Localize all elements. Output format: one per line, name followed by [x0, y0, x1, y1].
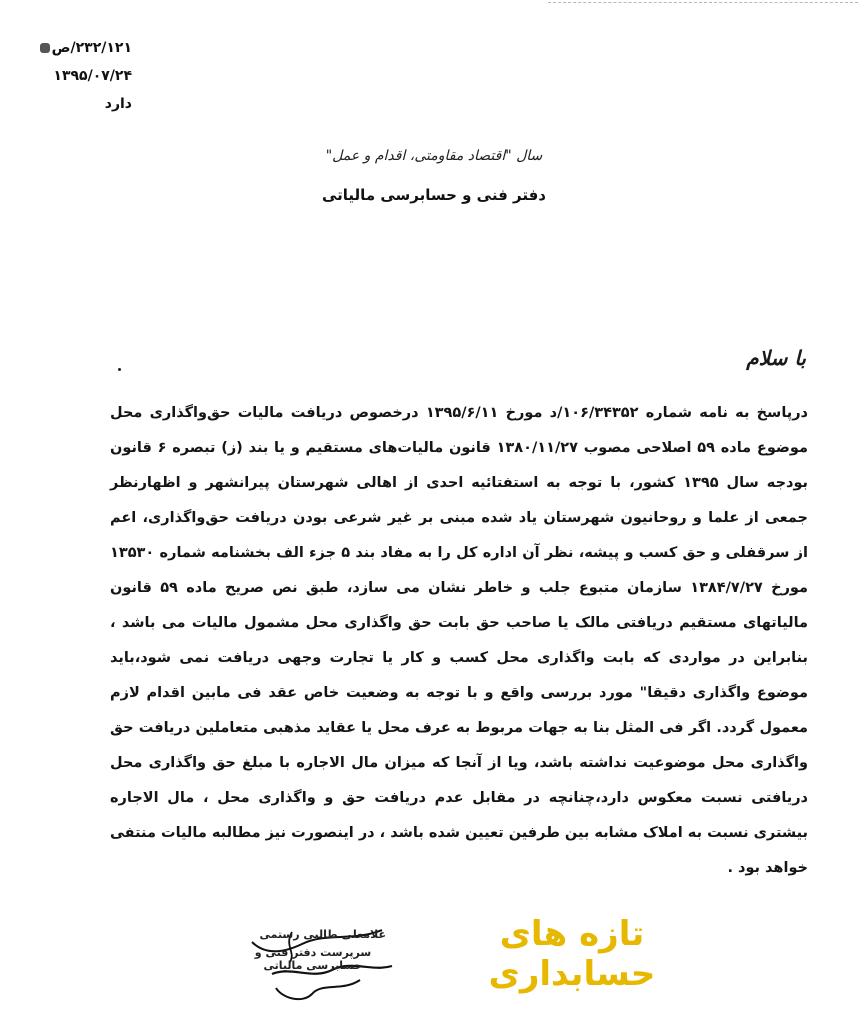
office-title: دفتر فنی و حسابرسی مالیاتی	[321, 186, 547, 204]
signer-title: سرپرست دفتر فنی و حسابرسی مالیاتی	[254, 946, 372, 972]
watermark-text: تازه های حسابداری	[488, 914, 656, 994]
letter-number-text: ۲۳۲/۱۲۱/ص	[51, 40, 132, 56]
top-rule	[548, 2, 858, 4]
stray-dot	[118, 368, 121, 371]
greeting: با سلام	[746, 346, 806, 370]
letter-number	[22, 34, 132, 62]
signature-block	[232, 922, 400, 1022]
letter-meta	[22, 34, 132, 118]
letter-attachment: دارد	[104, 96, 132, 112]
year-slogan: سال "اقتصاد مقاومتی، اقدام و عمل"	[325, 148, 543, 164]
stamp-mark-icon	[40, 43, 50, 53]
letter-body: درپاسخ به نامه شماره ۱۰۶/۳۴۳۵۲/د مورخ ۱۳۹۵/۶/۱۱ درخصوص دریافت مالیات حق‌واگذاری محل موضوع ماده ۵۹ اصلاحی مصوب ۱۳۸۰/۱۱/۲۷ قانون مالیات‌های مستقیم و یا بند (ز) تبصره ۶ قانون بودجه سال ۱۳۹۵ کشور، با توجه به استفتائیه احدی از اهالی شهرستان پیرانشهر و اظهارنظر جمعی از علما و روحانیون شهرستان یاد شده مبنی بر غیر شرعی بودن دریافت حق‌واگذاری، اعم از سرقفلی و حق کسب و پیشه، نظر آن اداره کل را به مفاد بند ۵ جزء الف بخشنامه شماره ۱۳۵۳۰ مورخ ۱۳۸۴/۷/۲۷ سازمان متبوع جلب و خاطر نشان می سازد، طبق نص صریح ماده ۵۹ قانون مالیاتهای مستقیم دریافتی مالک یا صاحب حق بابت حق واگذاری محل مشمول مالیات می باشد ، بنابراین در مواردی که بابت واگذاری محل کسب و کار یا تجارت وجهی دریافت نمی شود،باید موضوع واگذاری دقیقا" مورد بررسی واقع و با توجه به وضعیت خاص عقد فی مابین اقدام لازم معمول گردد. اگر فی المثل بنا به جهات مربوط به عرف محل یا عقاید مذهبی متعاملین دریافت حق واگذاری محل موضوعیت نداشته باشد، ویا از آنجا که میزان مال الاجاره با مبلغ حق واگذاری محل دریافتی نسبت معکوس دارد،چنانچه در مقابل عدم دریافت حق و واگذاری محل ، مال الاجاره بیشتری نسبت به املاک مشابه بین طرفین تعیین شده باشد ، در اینصورت نیز مطالبه مالیات منتفی خواهد بود .	[110, 405, 808, 876]
signer-name: غلامعلی طالبی رستمی	[259, 928, 386, 941]
letter-date: ۱۳۹۵/۰۷/۲۴	[53, 68, 132, 84]
